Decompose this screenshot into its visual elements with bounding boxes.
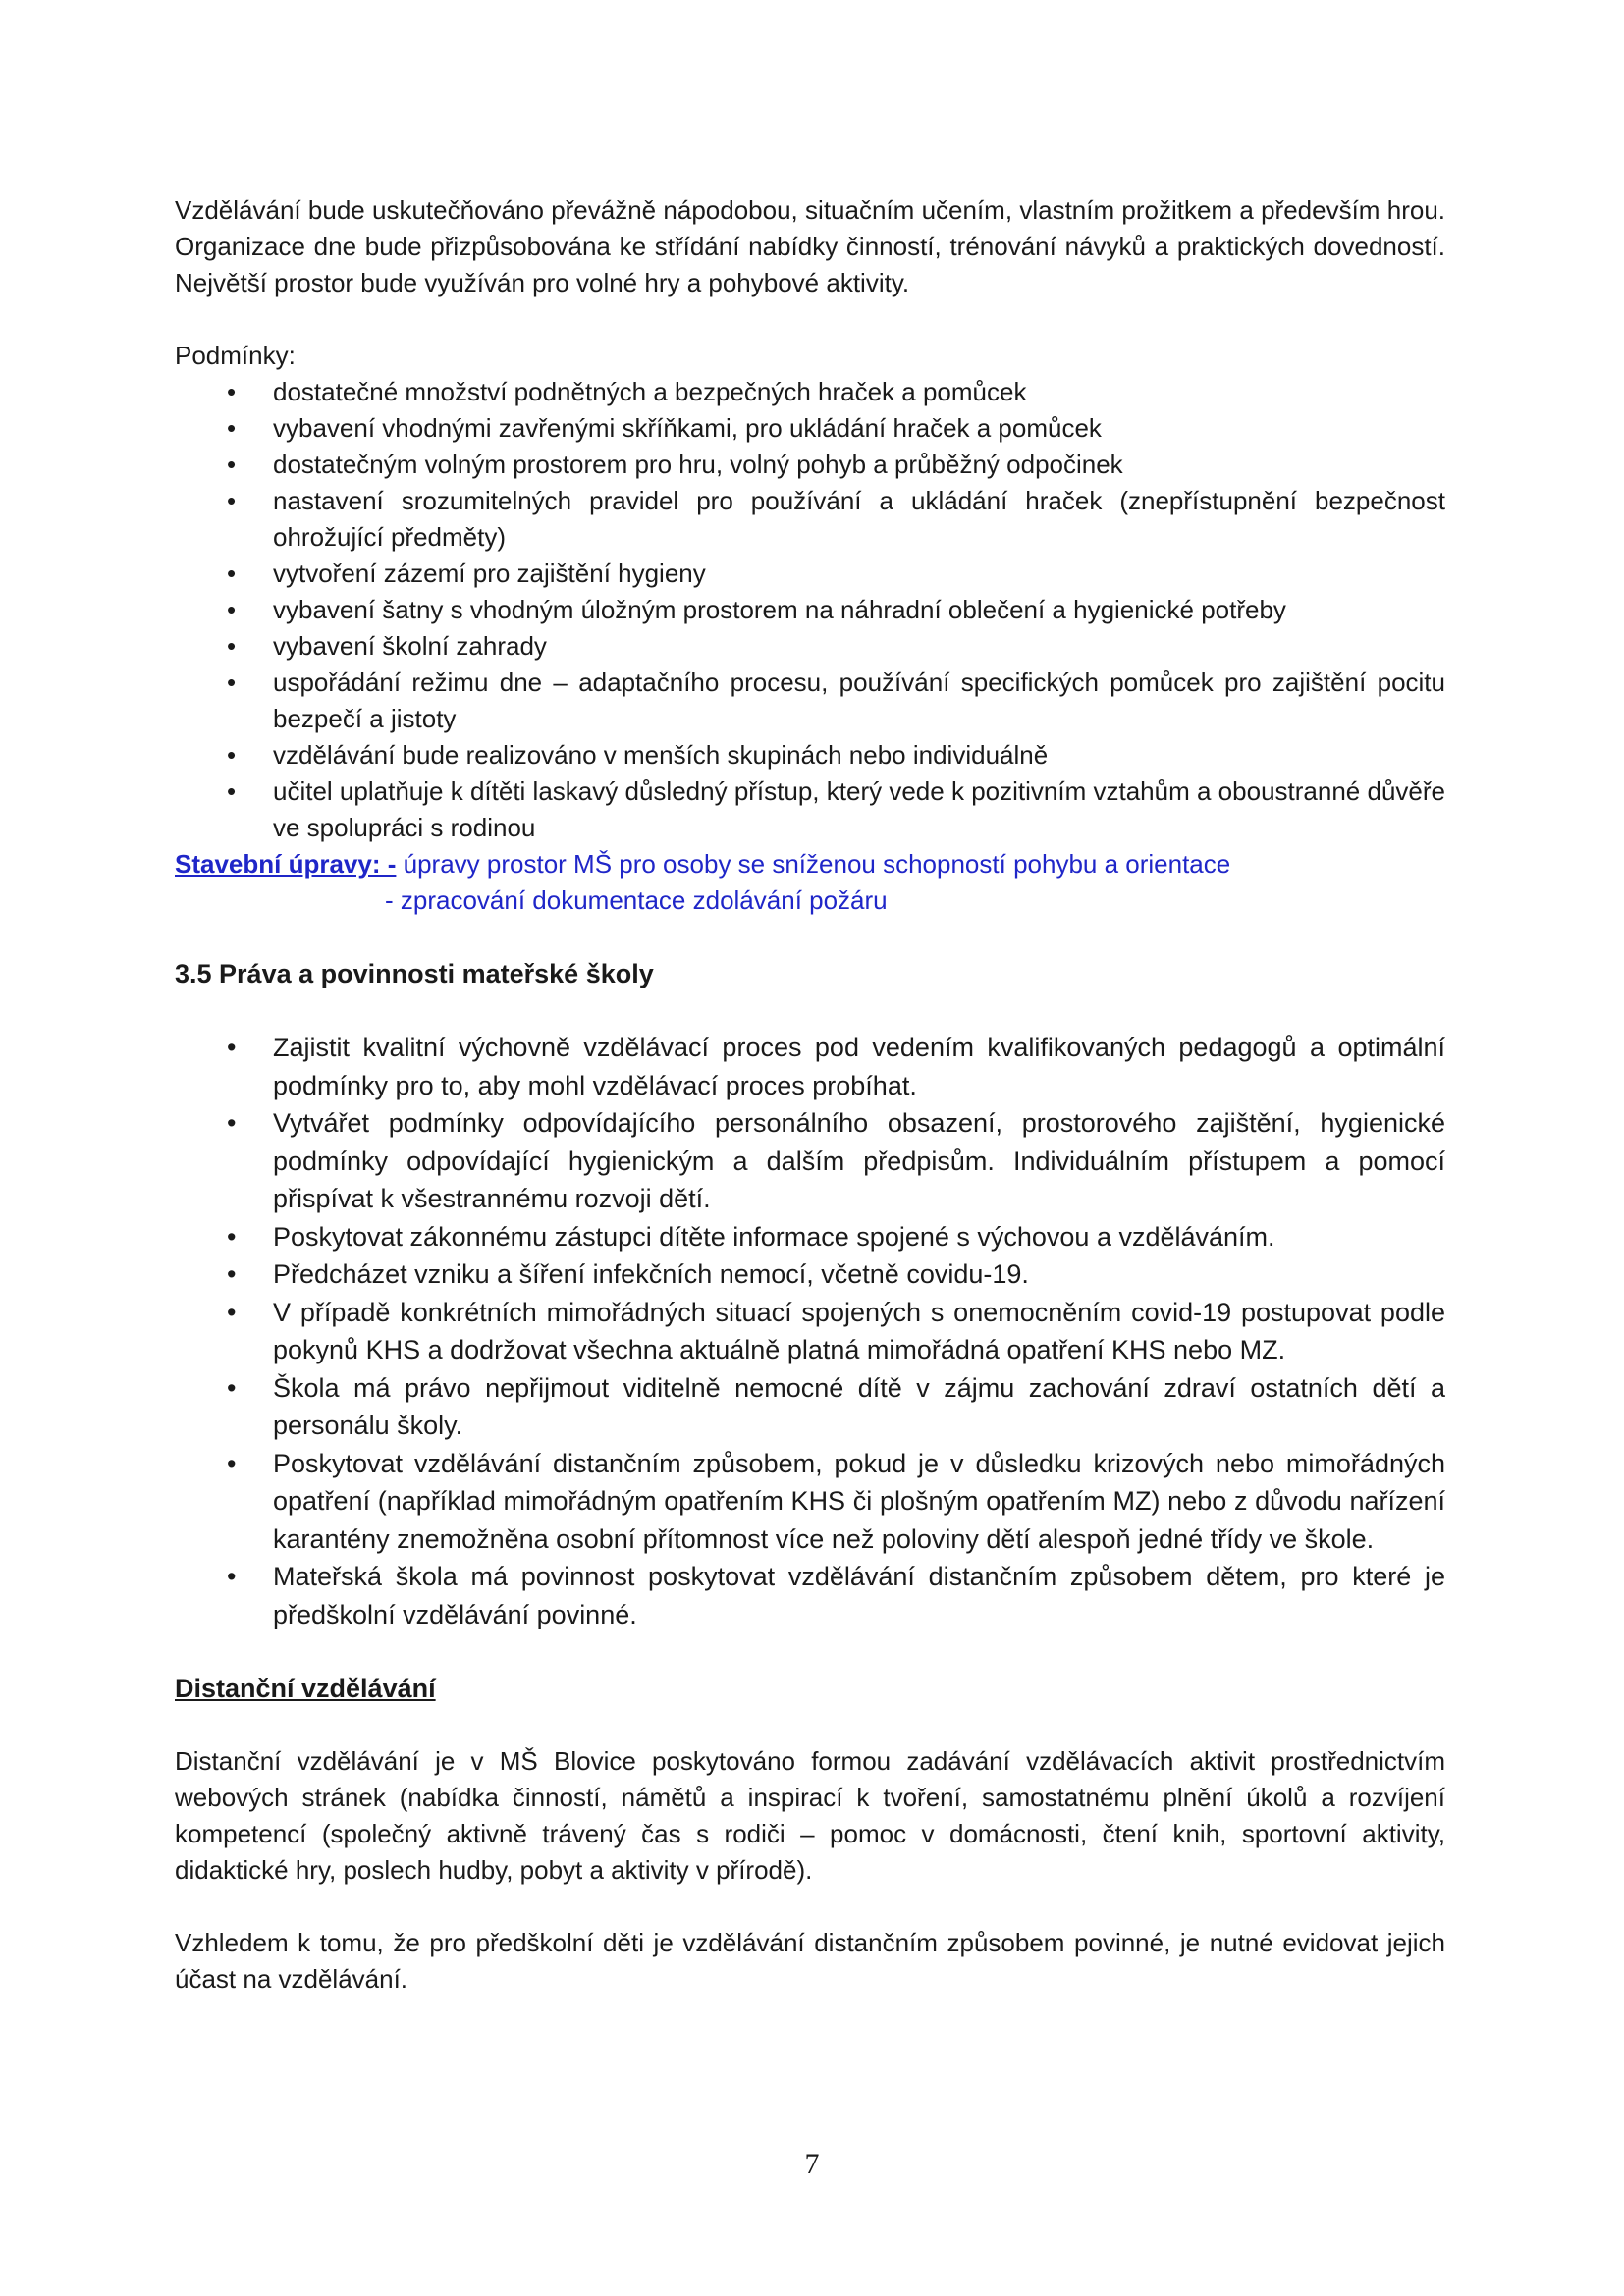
list-item: • učitel uplatňuje k dítěti laskavý důsledný přístup, který vede k pozitivním vztahům a oboustranné důvěře ve spolupráci s rodinou (175, 774, 1445, 846)
bullet-icon: • (227, 631, 237, 661)
list-item: • vybavení školní zahrady (175, 628, 1445, 665)
bullet-icon: • (227, 776, 237, 806)
section-title: 3.5 Práva a povinnosti mateřské školy (175, 959, 654, 988)
rights-list (175, 1029, 1445, 1633)
list-item: • Mateřská škola má povinnost poskytovat vzdělávání distančním způsobem dětem, pro které je předškolní vzdělávání povinné. (175, 1558, 1445, 1633)
list-item: • Poskytovat vzdělávání distančním způsobem, pokud je v důsledku krizových nebo mimořádných opatření (například mimořádným opatřením KHS či plošným opatřením MZ) nebo z důvodu nařízení karantény znemožněna osobní přítomnost více než poloviny dětí alespoň jedné třídy ve škole. (175, 1445, 1445, 1559)
list-item: • Vytvářet podmínky odpovídajícího personálního obsazení, prostorového zajištění, hygienické podmínky odpovídající hygienickým a dalším předpisům. Individuálním přístupem a pomocí přispívat k všestrannému rozvoji dětí. (175, 1104, 1445, 1218)
bullet-icon: • (227, 1562, 237, 1591)
intro-paragraph: Vzdělávání bude uskutečňováno převážně nápodobou, situačním učením, vlastním prožitkem a především hrou. Organizace dne bude přizpůsobována ke střídání nabídky činností, trénování návyků a praktických dovedností. Největší prostor bude využíván pro volné hry a pohybové aktivity. (175, 195, 1445, 297)
document-page (175, 192, 1445, 1998)
list-item: • uspořádání režimu dne – adaptačního procesu, používání specifických pomůcek pro zajištění pocitu bezpečí a jistoty (175, 665, 1445, 737)
distance-paragraph-2: Vzhledem k tomu, že pro předškolní děti je vzdělávání distančním způsobem povinné, je nutné evidovat jejich účast na vzdělávání. (175, 1928, 1445, 1994)
bullet-icon: • (227, 1259, 237, 1289)
bullet-icon: • (227, 1108, 237, 1138)
list-item: • nastavení srozumitelných pravidel pro používání a ukládání hraček (znepřístupnění bezpečnost ohrožující předměty) (175, 483, 1445, 556)
list-item: • Předcházet vzniku a šíření infekčních nemocí, včetně covidu-19. (175, 1255, 1445, 1294)
list-item: • vzdělávání bude realizováno v menších skupinách nebo individuálně (175, 737, 1445, 774)
list-item: • Zajistit kvalitní výchovně vzdělávací proces pod vedením kvalifikovaných pedagogů a optimální podmínky pro to, aby mohl vzdělávací proces probíhat. (175, 1029, 1445, 1104)
list-item: • dostatečným volným prostorem pro hru, volný pohyb a průběžný odpočinek (175, 447, 1445, 483)
bullet-icon: • (227, 559, 237, 588)
list-item: • Škola má právo nepřijmout viditelně nemocné dítě v zájmu zachování zdraví ostatních dětí a personálu školy. (175, 1369, 1445, 1445)
conditions-list (175, 374, 1445, 846)
conditions-heading: Podmínky: (175, 341, 296, 370)
list-item: • Poskytovat zákonnému zástupci dítěte informace spojené s výchovou a vzděláváním. (175, 1218, 1445, 1256)
bullet-icon: • (227, 667, 237, 697)
list-item: • vytvoření zázemí pro zajištění hygieny (175, 556, 1445, 592)
bullet-icon: • (227, 377, 237, 406)
bullet-icon: • (227, 1372, 237, 1403)
construction-item-1: úpravy prostor MŠ pro osoby se sníženou schopností pohybu a orientace (396, 849, 1231, 879)
distance-paragraph-1: Distanční vzdělávání je v MŠ Blovice poskytováno formou zadávání vzdělávacích aktivit prostřednictvím webových stránek (nabídka činností, námětů a inspirací k tvoření, samostatnému plnění úkolů a rozvíjení kompetencí (společný aktivně trávený čas s rodiči – pomoc v domácnosti, čtení knih, sportovní aktivity, didaktické hry, poslech hudby, pobyt a aktivity v přírodě). (175, 1746, 1445, 1885)
bullet-icon: • (227, 740, 237, 770)
construction-item-2: - zpracování dokumentace zdolávání požáru (385, 885, 888, 915)
distance-heading: Distanční vzdělávání (175, 1674, 436, 1703)
bullet-icon: • (227, 413, 237, 443)
list-item: • vybavení vhodnými zavřenými skříňkami, pro ukládání hraček a pomůcek (175, 410, 1445, 447)
list-item: • dostatečné množství podnětných a bezpečných hraček a pomůcek (175, 374, 1445, 410)
list-item: • vybavení šatny s vhodným úložným prostorem na náhradní oblečení a hygienické potřeby (175, 592, 1445, 628)
construction-line (175, 846, 1445, 882)
bullet-icon: • (227, 486, 237, 515)
bullet-icon: • (227, 1297, 237, 1327)
list-item: • V případě konkrétních mimořádných situací spojených s onemocněním covid-19 postupovat podle pokynů KHS a dodržovat všechna aktuálně platná mimořádná opatření KHS nebo MZ. (175, 1294, 1445, 1369)
bullet-icon: • (227, 450, 237, 479)
bullet-icon: • (227, 1033, 237, 1062)
page-number: 7 (804, 2148, 820, 2180)
construction-label: Stavební úpravy: - (175, 849, 397, 879)
bullet-icon: • (227, 595, 237, 624)
bullet-icon: • (227, 1448, 237, 1478)
bullet-icon: • (227, 1221, 237, 1252)
